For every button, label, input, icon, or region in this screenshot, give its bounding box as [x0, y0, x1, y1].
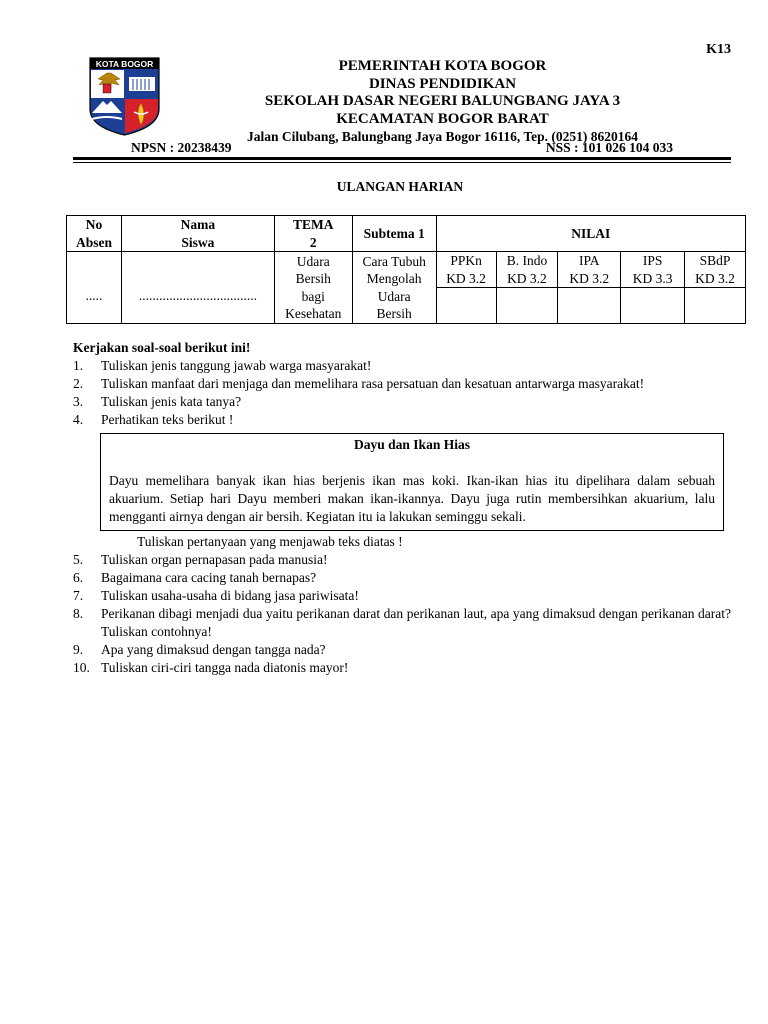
question-text: Perikanan dibagi menjadi dua yaitu perikanan darat dan perikanan laut, apa yang dimaksud dengan perikanan darat? Tuliskan contohnya!	[101, 606, 731, 639]
question-number: 3.	[73, 394, 84, 409]
header-tema-line2: 2	[309, 234, 317, 250]
subtema-line3: Udara	[377, 288, 411, 304]
question-text: Tuliskan jenis kata tanya?	[101, 394, 242, 409]
question-number: 6.	[73, 570, 84, 585]
header-no-line1: No	[85, 217, 103, 232]
subject-ppkn-name: PPKn	[450, 253, 482, 268]
question-number: 10.	[73, 660, 90, 675]
question-item	[73, 551, 731, 569]
question-number: 8.	[73, 606, 84, 621]
subtema-value	[352, 252, 436, 324]
instruction: Kerjakan soal-soal berikut ini!	[73, 340, 251, 355]
question-item	[73, 605, 731, 641]
question-item	[73, 641, 731, 659]
subject-sbdp-kd: KD 3.2	[695, 270, 735, 286]
subject-ips-kd: KD 3.3	[632, 270, 673, 286]
question-item	[73, 393, 731, 411]
question-number: 1.	[73, 358, 84, 373]
question-text: Perhatikan teks berikut !	[101, 412, 234, 427]
tema-line3: bagi	[301, 288, 325, 304]
subject-sbdp-name: SBdP	[699, 253, 731, 268]
subject-ips-name: IPS	[642, 253, 663, 268]
question-number: 4.	[73, 412, 84, 427]
question-item	[73, 659, 731, 677]
header-tema	[274, 216, 352, 252]
tema-line1: Udara	[296, 253, 330, 269]
question-item	[73, 569, 731, 587]
subject-ipa-name: IPA	[579, 253, 600, 268]
header-subtema: Subtema 1	[352, 216, 436, 252]
question-list-b	[73, 551, 731, 677]
nama-siswa-blank: ...................................	[121, 252, 274, 324]
question-number: 2.	[73, 376, 84, 391]
question-number: 5.	[73, 552, 84, 567]
header-tema-line1: TEMA	[293, 217, 334, 232]
question-number: 9.	[73, 642, 84, 657]
question-item	[73, 375, 731, 393]
crest-text: KOTA BOGOR	[95, 59, 154, 69]
story-box	[100, 433, 724, 531]
tema-line2: Bersih	[295, 271, 331, 286]
subject-ipa	[558, 252, 621, 288]
subject-bindo-name: B. Indo	[506, 253, 548, 268]
score-table	[66, 215, 746, 324]
header-nama-line2: Siswa	[181, 234, 215, 250]
score-cell-ipa[interactable]	[558, 288, 621, 324]
question-text: Apa yang dimaksud dengan tangga nada?	[101, 642, 326, 657]
header-district: KECAMATAN BOGOR BARAT	[336, 110, 549, 127]
header-rule-thin	[73, 162, 731, 163]
question-text: Tuliskan usaha-usaha di bidang jasa pariwisata!	[101, 588, 359, 603]
question-list-a	[73, 357, 731, 429]
subject-bindo-kd: KD 3.2	[507, 270, 547, 286]
header-nama-line1: Nama	[180, 217, 216, 232]
subject-bindo	[496, 252, 558, 288]
question-text: Tuliskan jenis tanggung jawab warga masyarakat!	[101, 358, 372, 373]
story-question: Tuliskan pertanyaan yang menjawab teks diatas !	[137, 534, 403, 549]
score-cell-ppkn[interactable]	[436, 288, 496, 324]
nss-text: NSS : 101 026 104 033	[545, 140, 673, 155]
no-absen-blank: .....	[67, 252, 122, 324]
subject-ppkn	[436, 252, 496, 288]
subject-sbdp	[685, 252, 746, 288]
subtema-line1: Cara Tubuh	[362, 253, 426, 269]
letterhead	[160, 58, 725, 145]
question-item	[73, 587, 731, 605]
header-nama-siswa	[121, 216, 274, 252]
school-ids	[131, 140, 673, 156]
score-cell-sbdp[interactable]	[685, 288, 746, 324]
subject-ipa-kd: KD 3.2	[569, 270, 610, 286]
question-text: Bagaimana cara cacing tanah bernapas?	[101, 570, 317, 585]
tema-value	[274, 252, 352, 324]
header-rule-thick	[73, 157, 731, 160]
exam-title: ULANGAN HARIAN	[336, 179, 464, 194]
npsn-text: NPSN : 20238439	[131, 140, 232, 155]
subtema-line4: Bersih	[376, 306, 412, 321]
header-school-name: SEKOLAH DASAR NEGERI BALUNGBANG JAYA 3	[264, 93, 621, 109]
header-address: Jalan Cilubang, Balungbang Jaya Bogor 16116, Tep. (0251) 8620164	[247, 129, 638, 144]
header-government: PEMERINTAH KOTA BOGOR	[338, 58, 547, 74]
story-title: Dayu dan Ikan Hias	[354, 437, 470, 452]
question-text: Tuliskan manfaat dari menjaga dan memelihara rasa persatuan dan kesatuan antarwarga masyarakat!	[101, 376, 645, 391]
story-paragraph: Dayu memelihara banyak ikan hias berjenis ikan mas koki. Ikan-ikan hias itu dipelihara dalam sebuah akuarium. Setiap hari Dayu memberi makan ikan-ikannya. Dayu juga rutin membersihkan akuarium, lalu mengganti airnya dengan air bersih. Kegiatan itu ia lakukan seminggu sekali.	[109, 473, 715, 524]
document-code: K13	[706, 42, 731, 57]
question-text: Tuliskan organ pernapasan pada manusia!	[101, 552, 328, 567]
question-text: Tuliskan ciri-ciri tangga nada diatonis mayor!	[101, 660, 349, 675]
header-no-line2: Absen	[75, 234, 112, 250]
tema-line4: Kesehatan	[285, 306, 342, 321]
header-department: DINAS PENDIDIKAN	[368, 75, 517, 92]
subject-ips	[621, 252, 685, 288]
question-item	[73, 357, 731, 375]
subject-ppkn-kd: KD 3.2	[446, 270, 486, 286]
header-nilai: NILAI	[436, 216, 745, 252]
kota-bogor-crest-icon	[89, 57, 160, 136]
score-cell-ips[interactable]	[621, 288, 685, 324]
question-item	[73, 411, 731, 429]
question-number: 7.	[73, 588, 84, 603]
header-no-absen	[67, 216, 122, 252]
subtema-line2: Mengolah	[366, 271, 422, 286]
score-cell-bindo[interactable]	[496, 288, 558, 324]
